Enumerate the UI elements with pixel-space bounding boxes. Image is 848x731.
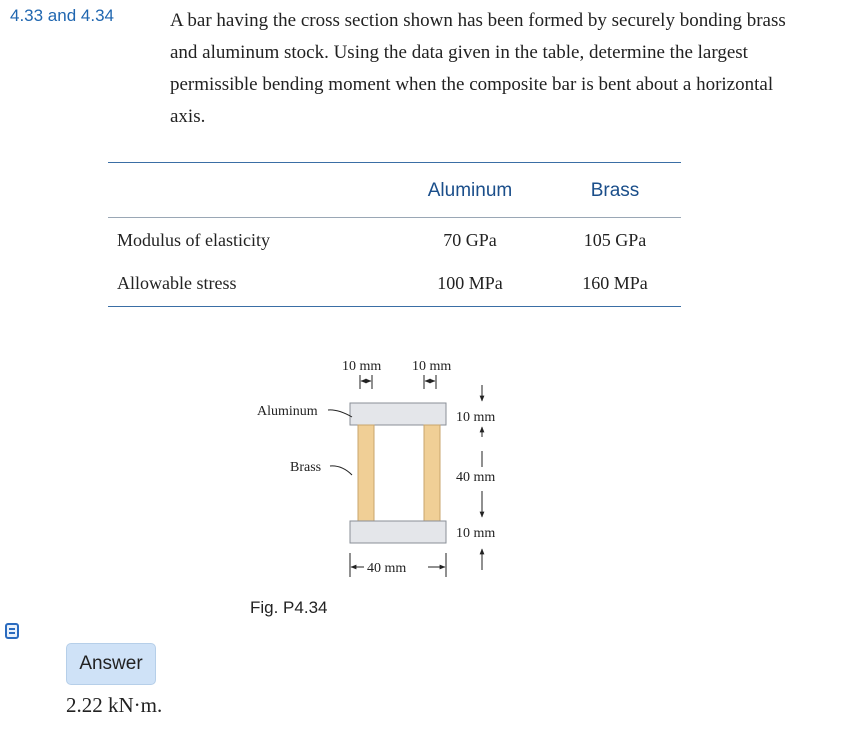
answer-value: 2.22 kN·m.	[66, 693, 163, 717]
dim-top-right-label: 10 mm	[412, 359, 452, 374]
table-top-rule	[108, 162, 681, 163]
brass-left-bar	[358, 425, 374, 521]
aluminum-label: Aluminum	[257, 404, 318, 419]
figure-caption: Fig. P4.34	[250, 598, 328, 617]
answer-button[interactable]: Answer	[66, 643, 156, 685]
problem-number: 4.33 and 4.34	[10, 6, 114, 25]
cross-section-figure	[240, 345, 540, 595]
table-bottom-rule	[108, 306, 681, 307]
table-row-label: Modulus of elasticity	[117, 230, 270, 250]
dim-right-top-label: 10 mm	[456, 410, 496, 425]
dim-right-mid-label: 40 mm	[456, 470, 496, 485]
dim-bottom-label: 40 mm	[367, 561, 407, 576]
table-row-label: Allowable stress	[117, 273, 237, 293]
dim-top-left-label: 10 mm	[342, 359, 382, 374]
note-icon[interactable]	[5, 623, 19, 639]
table-cell-aluminum-modulus: 70 GPa	[443, 230, 497, 250]
problem-statement: A bar having the cross section shown has been formed by securely bonding brass and aluminum stock. Using the data given in the table, determine the largest permissible bending moment when the composite bar is bent about a horizontal axis.	[170, 10, 786, 127]
dim-top-left-arrow	[360, 375, 372, 389]
table-cell-brass-stress: 160 MPa	[582, 273, 648, 293]
dim-right-bottom-label: 10 mm	[456, 526, 496, 541]
brass-leader	[330, 466, 352, 475]
table-header-aluminum: Aluminum	[427, 180, 513, 201]
dim-top-right-arrow	[424, 375, 436, 389]
brass-right-bar	[424, 425, 440, 521]
brass-label: Brass	[290, 460, 322, 475]
table-header-rule	[108, 217, 681, 218]
aluminum-bottom-plate	[350, 521, 446, 543]
table-cell-aluminum-stress: 100 MPa	[437, 273, 503, 293]
table-header-brass: Brass	[590, 180, 640, 201]
table-cell-brass-modulus: 105 GPa	[583, 230, 647, 250]
aluminum-top-plate	[350, 403, 446, 425]
aluminum-leader	[328, 410, 352, 417]
